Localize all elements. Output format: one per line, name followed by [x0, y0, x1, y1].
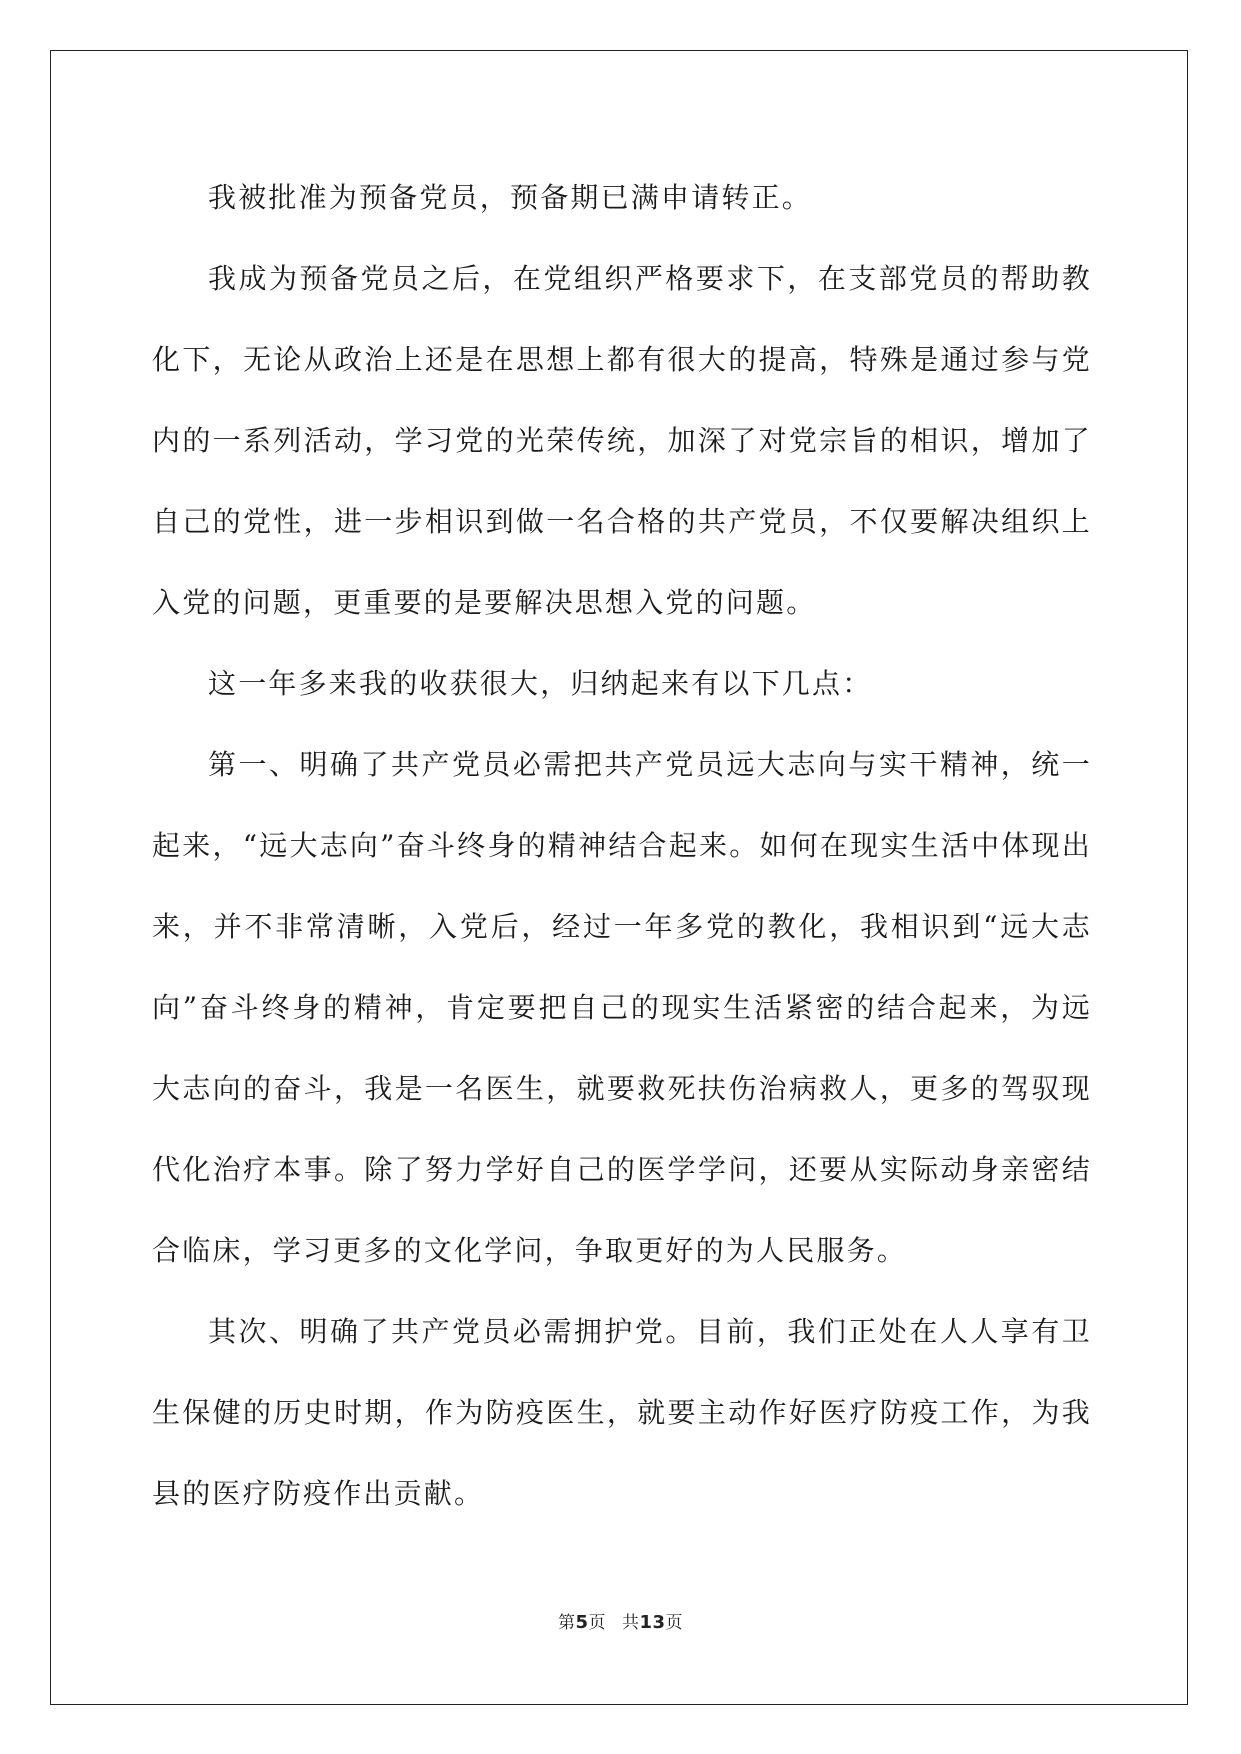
footer-total-suffix: 页 [665, 1613, 684, 1633]
document-body [152, 157, 1092, 1534]
footer-page-prefix: 第 [557, 1613, 576, 1633]
footer-total-prefix: 共 [621, 1613, 640, 1633]
footer-page-suffix: 页 [588, 1613, 606, 1633]
paragraph-5: 其次、明确了共产党员必需拥护党。目前，我们正处在人人享有卫生保健的历史时期，作为防疫医生，就要主动作好医疗防疫工作，为我县的医疗防疫作出贡献。 [152, 1315, 1092, 1510]
footer-page-number: 5 [575, 1612, 589, 1633]
paragraph-1: 我被批准为预备党员，预备期已满申请转正。 [208, 181, 813, 214]
page-footer [0, 1608, 1241, 1633]
paragraph-3: 这一年多来我的收获很大，归纳起来有以下几点： [208, 667, 873, 700]
footer-total-pages: 13 [639, 1612, 666, 1633]
paragraph-2: 我成为预备党员之后，在党组织严格要求下，在支部党员的帮助教化下，无论从政治上还是在思想上都有很大的提高，特殊是通过参与党内的一系列活动，学习党的光荣传统，加深了对党宗旨的相识，增加了自己的党性，进一步相识到做一名合格的共产党员，不仅要解决组织上入党的问题，更重要的是要解决思想入党的问题。 [152, 262, 1092, 619]
paragraph-4: 第一、明确了共产党员必需把共产党员远大志向与实干精神，统一起来，“远大志向”奋斗终身的精神结合起来。如何在现实生活中体现出来，并不非常清晰，入党后，经过一年多党的教化，我相识到“远大志向”奋斗终身的精神，肯定要把自己的现实生活紧密的结合起来，为远大志向的奋斗，我是一名医生，就要救死扶伤治病救人，更多的驾驭现代化治疗本事。除了努力学好自己的医学学问，还要从实际动身亲密结合临床，学习更多的文化学问，争取更好的为人民服务。 [152, 748, 1092, 1267]
